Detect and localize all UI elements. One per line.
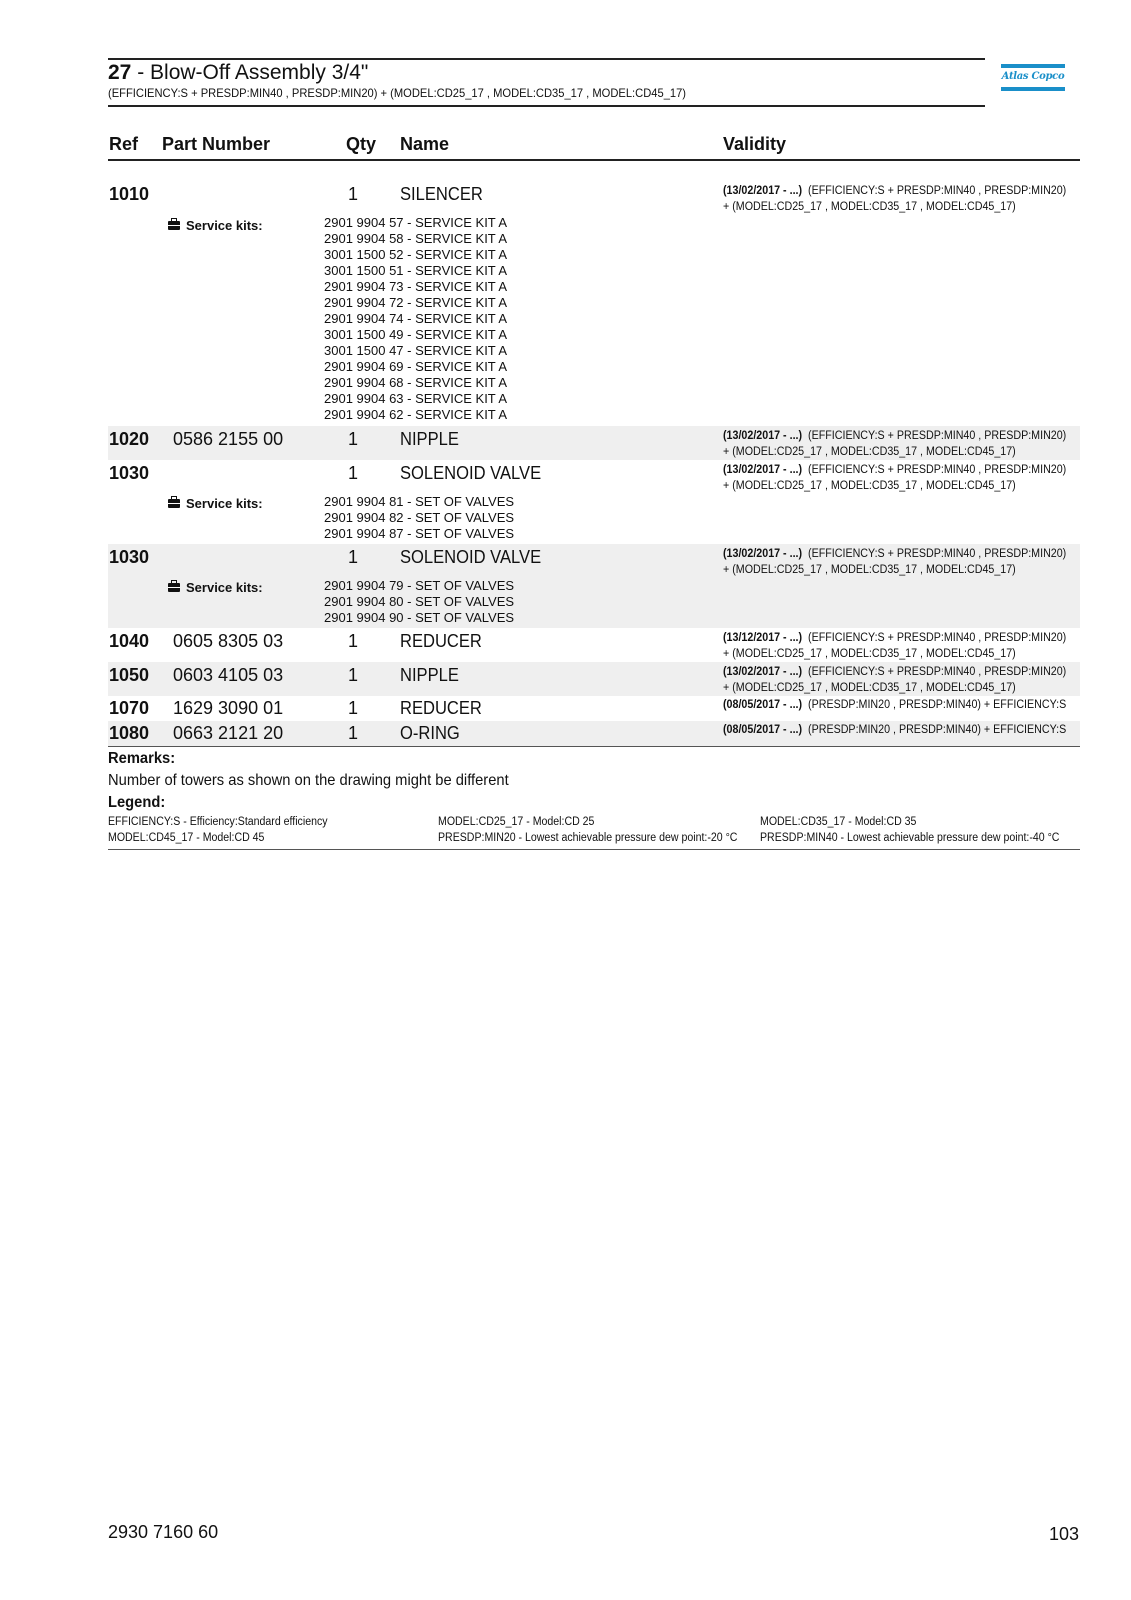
legend-item: PRESDP:MIN20 - Lowest achievable pressure dew point:-20 °C <box>438 832 738 844</box>
legend-desc: Lowest achievable pressure dew point:-40 °C <box>847 832 1060 844</box>
table-row <box>108 181 1080 426</box>
row-validity <box>723 722 1067 738</box>
validity-date: (08/05/2017 - ...) <box>723 724 803 736</box>
service-kit-item[interactable]: 2901 9904 79 - SET OF VALVES <box>324 578 515 593</box>
validity-line1: (PRESDP:MIN20 , PRESDP:MIN40) + EFFICIENCY:S <box>808 699 1067 711</box>
row-name: NIPPLE <box>400 429 459 449</box>
service-kit-item[interactable]: 2901 9904 80 - SET OF VALVES <box>324 594 515 609</box>
service-kit-item[interactable]: 3001 1500 52 - SERVICE KIT A <box>324 247 508 262</box>
legend-item: EFFICIENCY:S - Efficiency:Standard efficiency <box>108 816 328 828</box>
service-kit-item[interactable]: 2901 9904 68 - SERVICE KIT A <box>324 375 508 390</box>
validity-line2: + (MODEL:CD25_17 , MODEL:CD35_17 , MODEL:CD45_17) <box>723 648 1016 660</box>
row-qty: 1 <box>348 723 359 743</box>
row-name: O-RING <box>400 723 460 743</box>
row-ref: 1070 <box>109 698 150 718</box>
service-kit-item[interactable]: 2901 9904 72 - SERVICE KIT A <box>324 295 508 310</box>
col-ref: Ref <box>109 134 139 154</box>
validity-date: (08/05/2017 - ...) <box>723 699 803 711</box>
row-name: NIPPLE <box>400 665 459 685</box>
legend-grid <box>108 816 1080 850</box>
document-number: 2930 7160 60 <box>108 1522 219 1542</box>
row-ref: 1010 <box>109 184 150 204</box>
legend-code: MODEL:CD25_17 <box>438 816 524 828</box>
service-kit-item[interactable]: 2901 9904 82 - SET OF VALVES <box>324 510 515 525</box>
row-ref: 1030 <box>109 547 150 567</box>
row-ref: 1030 <box>109 463 150 483</box>
page-header <box>108 58 985 107</box>
service-kit-item[interactable]: 2901 9904 74 - SERVICE KIT A <box>324 311 508 326</box>
service-kit-item[interactable]: 2901 9904 69 - SERVICE KIT A <box>324 359 508 374</box>
validity-line1: (EFFICIENCY:S + PRESDP:MIN40 , PRESDP:MIN20) <box>808 185 1067 197</box>
validity-line1: (EFFICIENCY:S + PRESDP:MIN40 , PRESDP:MIN20) <box>808 464 1067 476</box>
validity-line2: + (MODEL:CD25_17 , MODEL:CD35_17 , MODEL:CD45_17) <box>723 480 1016 492</box>
validity-line1: (EFFICIENCY:S + PRESDP:MIN40 , PRESDP:MIN20) <box>808 430 1067 442</box>
row-qty: 1 <box>348 698 359 718</box>
logo-bar-top <box>1001 64 1065 68</box>
legend-item: PRESDP:MIN40 - Lowest achievable pressure dew point:-40 °C <box>760 832 1060 844</box>
service-kits-label-text: Service kits: <box>186 580 263 595</box>
legend-code: MODEL:CD45_17 <box>108 832 194 844</box>
logo-text: Atlas Copco <box>1001 71 1065 82</box>
validity-date: (13/12/2017 - ...) <box>723 632 803 644</box>
service-kit-item[interactable]: 2901 9904 81 - SET OF VALVES <box>324 494 515 509</box>
legend-code: MODEL:CD35_17 <box>760 816 846 828</box>
col-name: Name <box>400 134 450 154</box>
row-ref: 1080 <box>109 723 150 743</box>
legend-desc: Lowest achievable pressure dew point:-20 °C <box>525 832 738 844</box>
table-row <box>108 721 1080 746</box>
service-kit-item[interactable]: 2901 9904 73 - SERVICE KIT A <box>324 279 508 294</box>
toolbox-icon <box>168 499 180 508</box>
legend-item: MODEL:CD35_17 - Model:CD 35 <box>760 816 917 828</box>
validity-line1: (EFFICIENCY:S + PRESDP:MIN40 , PRESDP:MIN20) <box>808 632 1067 644</box>
legend-code: EFFICIENCY:S <box>108 816 181 828</box>
row-validity <box>723 697 1067 713</box>
validity-line2: + (MODEL:CD25_17 , MODEL:CD35_17 , MODEL:CD45_17) <box>723 446 1016 458</box>
validity-date: (13/02/2017 - ...) <box>723 666 803 678</box>
toolbox-icon <box>168 583 180 592</box>
legend-desc: Model:CD 45 <box>202 832 265 844</box>
row-validity <box>723 462 1067 494</box>
legend-desc: Model:CD 35 <box>854 816 917 828</box>
legend-heading: Legend: <box>108 794 166 811</box>
table-bottom-divider <box>108 746 1080 747</box>
remarks-text: Number of towers as shown on the drawing might be different <box>108 772 509 789</box>
table-header <box>108 134 1080 161</box>
service-kits-label-text: Service kits: <box>186 496 263 511</box>
service-kit-item[interactable]: 2901 9904 58 - SERVICE KIT A <box>324 231 508 246</box>
row-validity <box>723 664 1067 696</box>
row-ref: 1050 <box>109 665 150 685</box>
legend-desc: Efficiency:Standard efficiency <box>189 816 328 828</box>
row-qty: 1 <box>348 547 359 567</box>
service-kit-item[interactable]: 2901 9904 63 - SERVICE KIT A <box>324 391 508 406</box>
row-validity <box>723 630 1067 662</box>
row-validity <box>723 546 1067 578</box>
row-name: SILENCER <box>400 184 483 204</box>
col-qty: Qty <box>346 134 377 154</box>
service-kit-item[interactable]: 3001 1500 51 - SERVICE KIT A <box>324 263 508 278</box>
legend-item: MODEL:CD25_17 - Model:CD 25 <box>438 816 595 828</box>
legend-item: MODEL:CD45_17 - Model:CD 45 <box>108 832 265 844</box>
atlas-copco-logo <box>1001 64 1065 94</box>
table-row <box>108 426 1080 460</box>
validity-date: (13/02/2017 - ...) <box>723 185 803 197</box>
legend-code: PRESDP:MIN20 <box>438 832 516 844</box>
service-kit-item[interactable]: 2901 9904 62 - SERVICE KIT A <box>324 407 508 422</box>
row-ref: 1040 <box>109 631 150 651</box>
service-kits-label <box>168 218 263 233</box>
table-row <box>108 628 1080 662</box>
row-validity <box>723 428 1067 460</box>
row-part-number[interactable]: 0586 2155 00 <box>173 429 284 449</box>
remarks-heading: Remarks: <box>108 750 176 767</box>
row-qty: 1 <box>348 665 359 685</box>
row-qty: 1 <box>348 184 359 204</box>
page-number: 103 <box>1049 1524 1080 1544</box>
table-row <box>108 460 1080 544</box>
row-name: REDUCER <box>400 698 482 718</box>
service-kits-label <box>168 496 263 511</box>
page-title <box>108 61 368 85</box>
service-kit-list <box>324 578 514 626</box>
section-number: 27 <box>108 61 132 84</box>
validity-date: (13/02/2017 - ...) <box>723 430 803 442</box>
service-kit-list <box>324 494 514 542</box>
legend-code: PRESDP:MIN40 <box>760 832 838 844</box>
table-row <box>108 544 1080 628</box>
validity-line2: + (MODEL:CD25_17 , MODEL:CD35_17 , MODEL:CD45_17) <box>723 201 1016 213</box>
toolbox-icon <box>168 221 180 230</box>
logo-bar-bottom <box>1001 87 1065 91</box>
row-part-number[interactable]: 0663 2121 20 <box>173 723 284 743</box>
row-qty: 1 <box>348 463 359 483</box>
section-title: - Blow-Off Assembly 3/4" <box>131 61 369 84</box>
service-kit-item[interactable]: 2901 9904 90 - SET OF VALVES <box>324 610 515 625</box>
col-validity: Validity <box>723 134 787 154</box>
row-part-number[interactable]: 0603 4105 03 <box>173 665 284 685</box>
legend-desc: Model:CD 25 <box>532 816 595 828</box>
service-kit-list <box>324 215 507 423</box>
row-ref: 1020 <box>109 429 150 449</box>
table-row <box>108 696 1080 721</box>
row-qty: 1 <box>348 429 359 449</box>
service-kit-item[interactable]: 3001 1500 49 - SERVICE KIT A <box>324 327 508 342</box>
row-validity <box>723 183 1067 215</box>
service-kit-item[interactable]: 2901 9904 87 - SET OF VALVES <box>324 526 515 541</box>
validity-line1: (EFFICIENCY:S + PRESDP:MIN40 , PRESDP:MIN20) <box>808 548 1067 560</box>
row-name: SOLENOID VALVE <box>400 463 542 483</box>
row-name: REDUCER <box>400 631 482 651</box>
service-kits-label <box>168 580 263 595</box>
service-kit-item[interactable]: 3001 1500 47 - SERVICE KIT A <box>324 343 508 358</box>
service-kits-label-text: Service kits: <box>186 218 263 233</box>
row-name: SOLENOID VALVE <box>400 547 542 567</box>
validity-line2: + (MODEL:CD25_17 , MODEL:CD35_17 , MODEL:CD45_17) <box>723 564 1016 576</box>
validity-line2: + (MODEL:CD25_17 , MODEL:CD35_17 , MODEL:CD45_17) <box>723 682 1016 694</box>
col-part-number: Part Number <box>162 134 271 154</box>
table-row <box>108 662 1080 696</box>
row-qty: 1 <box>348 631 359 651</box>
page-subtitle: (EFFICIENCY:S + PRESDP:MIN40 , PRESDP:MIN20) + (MODEL:CD25_17 , MODEL:CD35_17 , MODEL:CD45_17) <box>108 86 687 100</box>
service-kit-item[interactable]: 2901 9904 57 - SERVICE KIT A <box>324 215 508 230</box>
validity-date: (13/02/2017 - ...) <box>723 464 803 476</box>
validity-line1: (EFFICIENCY:S + PRESDP:MIN40 , PRESDP:MIN20) <box>808 666 1067 678</box>
row-part-number[interactable]: 1629 3090 01 <box>173 698 284 718</box>
validity-line1: (PRESDP:MIN20 , PRESDP:MIN40) + EFFICIENCY:S <box>808 724 1067 736</box>
row-part-number[interactable]: 0605 8305 03 <box>173 631 284 651</box>
validity-date: (13/02/2017 - ...) <box>723 548 803 560</box>
